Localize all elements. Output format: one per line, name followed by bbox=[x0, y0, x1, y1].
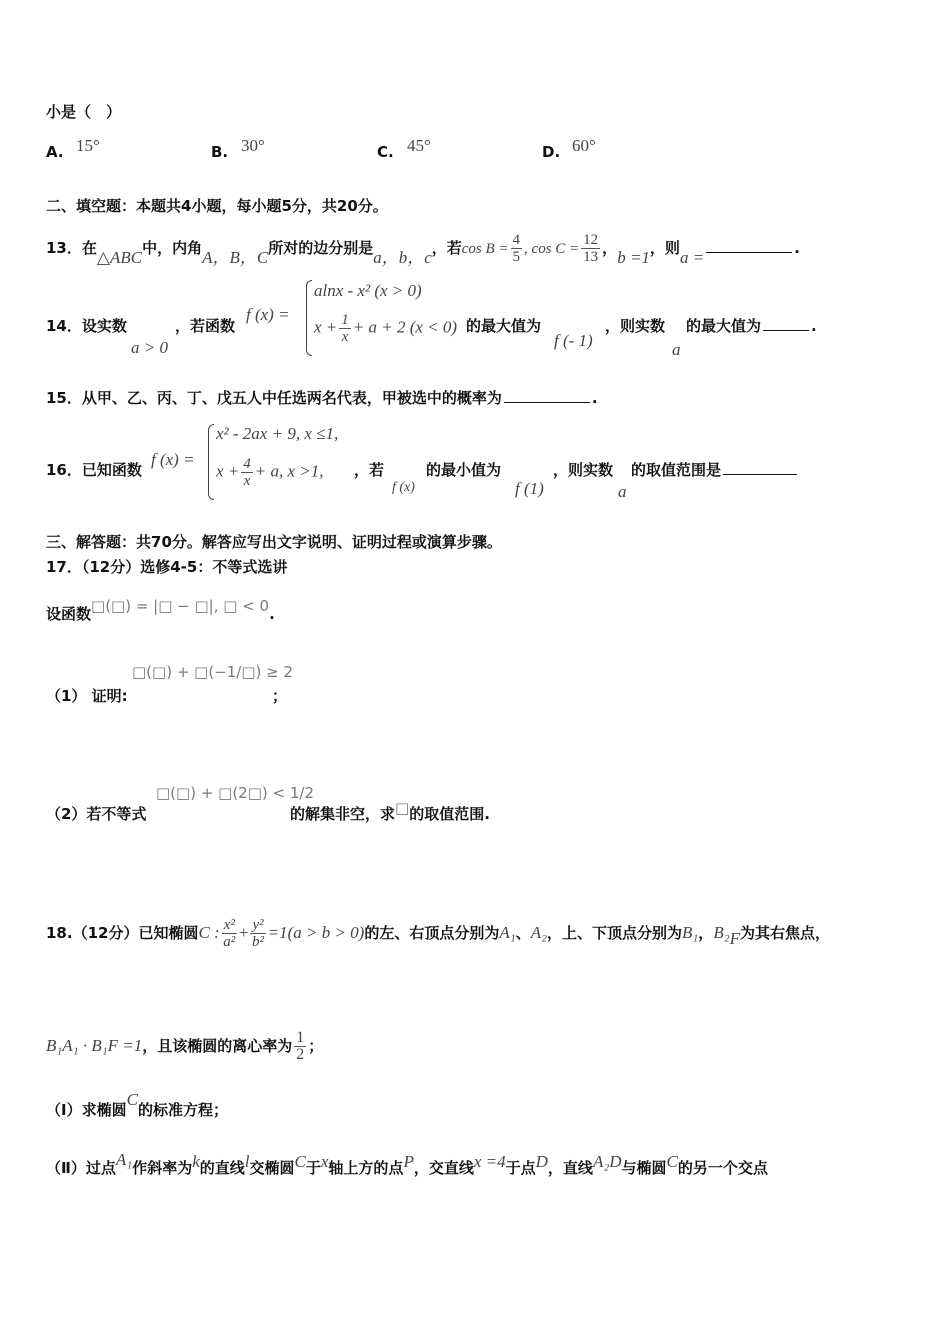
option-b bbox=[211, 136, 265, 162]
text-q16-t1: ，若 bbox=[354, 461, 385, 479]
text-q18_2-t3: 交椭圆 bbox=[249, 1159, 295, 1177]
q17-part-1-formula: □(□) + □(−1/□) ≥ 2 bbox=[132, 663, 294, 681]
q17-definition bbox=[46, 597, 275, 624]
text-q18-C: C : bbox=[198, 923, 220, 942]
q18-part-1 bbox=[46, 1090, 228, 1120]
text-q13-t3: ，若 bbox=[431, 239, 462, 257]
text-q13-b1: b =1 bbox=[617, 248, 650, 267]
text-q17-def_label: 设函数 bbox=[46, 605, 92, 623]
text-q18_2-t6: ，交直线 bbox=[413, 1159, 474, 1177]
question-13 bbox=[46, 232, 800, 265]
q14-case-1: alnx - x² (x > 0) bbox=[314, 281, 422, 300]
text-q17-def_end: . bbox=[269, 605, 275, 623]
q18-condition bbox=[46, 1030, 323, 1063]
text-q18_2-t8: ，直线 bbox=[547, 1159, 593, 1177]
text-q14-case2a: x + bbox=[314, 317, 338, 337]
option-letter: C. bbox=[377, 143, 394, 161]
text-q16-f1: f (1) bbox=[515, 479, 544, 498]
text-q13-num: 13．在 bbox=[46, 239, 97, 257]
text-q15-text: 15．从甲、乙、丙、丁、戊五人中任选两名代表，甲被选中的概率为 bbox=[46, 389, 502, 407]
text-q16-t4: 的取值范围是 bbox=[631, 461, 722, 479]
text-q13-t4: ， bbox=[602, 239, 618, 257]
text-q18_2-t2: 的直线 bbox=[199, 1159, 245, 1177]
text-q18-eq: =1(a > b > 0) bbox=[267, 923, 365, 942]
option-value: 30° bbox=[241, 136, 265, 155]
answer-blank[interactable] bbox=[763, 329, 809, 331]
answer-blank[interactable] bbox=[504, 401, 590, 403]
text-q18_2-t10: 的另一个交点 bbox=[677, 1159, 768, 1177]
text-q18-t5: ； bbox=[308, 1037, 324, 1055]
text-q17-p2_end: 的取值范围. bbox=[409, 805, 490, 823]
option-c bbox=[377, 136, 431, 162]
text-q18-A1: A₁ bbox=[499, 923, 516, 942]
option-a bbox=[46, 136, 100, 162]
q17-part-2 bbox=[46, 804, 146, 824]
text-q18_1-tail: 的标准方程； bbox=[137, 1101, 228, 1119]
q17-part-2-formula: □(□) + □(2□) < 1/2 bbox=[156, 784, 314, 802]
text-q14-xden: x bbox=[341, 329, 349, 345]
text-q13-d13: 13 bbox=[583, 249, 599, 265]
question-14-lead: 14．设实数 bbox=[46, 317, 127, 335]
text-q14-case2b: + a + 2 (x < 0) bbox=[352, 317, 458, 337]
text-q18-t4: ，且该椭圆的离心率为 bbox=[142, 1037, 293, 1055]
text-q16-t2: 的最小值为 bbox=[426, 461, 502, 479]
option-d bbox=[542, 136, 596, 162]
text-q17-p2_box: □ bbox=[395, 799, 410, 817]
text-q18_2-x4: x =4 bbox=[473, 1152, 506, 1171]
text-q16-four: 4 bbox=[243, 456, 251, 472]
text-q18_2-l: l bbox=[244, 1152, 250, 1171]
question-16-lead: 16．已知函数 bbox=[46, 461, 142, 479]
text-q18_2-C2: C bbox=[666, 1152, 678, 1171]
text-q18_1-C: C bbox=[126, 1090, 138, 1109]
q14-a-condition: a > 0 bbox=[131, 338, 168, 357]
q14-fx: f (x) = bbox=[246, 305, 290, 324]
piecewise-brace bbox=[208, 424, 214, 500]
text-q18_2-P: P bbox=[403, 1152, 414, 1171]
text-q13-cosC: , cos C = bbox=[524, 241, 580, 257]
option-value: 15° bbox=[76, 136, 100, 155]
text-q18_2-t7: 于点 bbox=[505, 1159, 536, 1177]
text-q18-F: F bbox=[729, 929, 740, 948]
text-q13-n12: 12 bbox=[583, 232, 599, 248]
text-q16-t3: ，则实数 bbox=[553, 461, 614, 479]
question-18: 18.（12分）已知椭圆C : $\frac{\text{x²}}{\text{a²}}$ + $\frac{\text{y²}}{\text{b²}}$ =1(a > b > 0)的左、右顶点分别为A₁、A₂，上、下顶点分别为B₁，B₂F为其右焦点， bbox=[46, 917, 831, 950]
text-q18-t2: ，上、下顶点分别为 bbox=[546, 924, 682, 942]
fraction-4-5 bbox=[511, 232, 523, 265]
text-q13-a: a = bbox=[679, 248, 705, 267]
text-q13-end: . bbox=[794, 239, 800, 257]
text-q16-fx2: f (x) bbox=[392, 480, 415, 495]
q16-case-1: x² - 2ax + 9, x ≤1, bbox=[216, 424, 339, 443]
text-q13-n4: 4 bbox=[512, 232, 521, 248]
option-letter: D. bbox=[542, 143, 561, 161]
q16-case-2 bbox=[216, 456, 324, 489]
text-q18_1-label: （Ⅰ）求椭圆 bbox=[46, 1101, 127, 1119]
text-q13-cosB: cos B = bbox=[461, 241, 509, 257]
answer-blank[interactable] bbox=[706, 251, 792, 253]
piecewise-brace bbox=[306, 280, 312, 356]
q17-title: 17．（12分）选修4-5：不等式选讲 bbox=[46, 558, 288, 576]
text-q18-comma: ， bbox=[698, 924, 714, 942]
option-value: 45° bbox=[407, 136, 431, 155]
text-q17-p2_tail: 的解集非空，求 bbox=[290, 805, 396, 823]
triangle-abc: △ABC bbox=[96, 248, 143, 267]
text-q18_2-t9: 与椭圆 bbox=[621, 1159, 667, 1177]
text-q13-abc: A，B，C bbox=[202, 248, 269, 267]
text-q18_2-t5: 轴上方的点 bbox=[328, 1159, 404, 1177]
section-2-heading: 二、填空题：本题共4小题，每小题5分，共20分。 bbox=[46, 197, 388, 215]
dot-product: B₁A₁ · B₁F =1 bbox=[46, 1036, 143, 1055]
text-q14-t4: 的最大值为 bbox=[686, 317, 762, 335]
text-q18-half_n: 1 bbox=[296, 1029, 305, 1046]
fraction-12-13 bbox=[581, 232, 600, 265]
text-q18_2-D: D bbox=[535, 1152, 548, 1171]
text-q16-case2a: x + bbox=[216, 461, 240, 481]
text-q18-x2: x² bbox=[223, 917, 235, 933]
text-q14-a: a bbox=[672, 340, 681, 359]
text-q16-case2b: + a, x >1, bbox=[254, 461, 324, 481]
text-q18_2-label: （Ⅱ）过点 bbox=[46, 1159, 116, 1177]
q17-def-formula: □(□) = |□ − □|, □ < 0 bbox=[91, 597, 270, 615]
q14-case-2 bbox=[314, 312, 457, 345]
text-q18-sep: 、 bbox=[515, 924, 531, 942]
text-q18-B1: B₁ bbox=[682, 923, 699, 942]
q12-tail: 小是（ ） bbox=[46, 103, 122, 121]
text-q18-half_d: 2 bbox=[296, 1046, 305, 1063]
text-q18-B2: B₂ bbox=[713, 923, 730, 942]
text-q14-t3: ，则实数 bbox=[605, 317, 666, 335]
option-letter: A. bbox=[46, 143, 64, 161]
text-q13-t2: 所对的边分别是 bbox=[268, 239, 374, 257]
option-letter: B. bbox=[211, 143, 229, 161]
text-q13-sides: a，b，c bbox=[373, 248, 432, 267]
text-q18_2-A2D: A₂D bbox=[592, 1152, 622, 1171]
section-3-heading: 三、解答题：共70分。解答应写出文字说明、证明过程或演算步骤。 bbox=[46, 533, 502, 551]
text-q18-A2: A₂ bbox=[530, 923, 547, 942]
text-q18_2-x: x bbox=[320, 1152, 329, 1171]
text-q14-t1: ，若函数 bbox=[175, 317, 236, 335]
text-q16-xden: x bbox=[243, 473, 251, 489]
q18-part-2 bbox=[46, 1150, 768, 1178]
text-q18-t3: 为其右焦点， bbox=[740, 924, 831, 942]
text-q15-end: . bbox=[591, 389, 598, 407]
text-q14-t2: 的最大值为 bbox=[466, 317, 542, 335]
q17-part-1: （1） 证明: bbox=[46, 687, 128, 705]
q14-f-minus-1: f (- 1) bbox=[554, 331, 593, 350]
q16-fx: f (x) = bbox=[151, 450, 195, 469]
question-15 bbox=[46, 388, 598, 408]
text-q18-b2: b² bbox=[252, 934, 265, 950]
text-q16-a: a bbox=[618, 482, 627, 501]
text-q18_2-t1: 作斜率为 bbox=[132, 1159, 193, 1177]
text-q18_2-C: C bbox=[294, 1152, 306, 1171]
option-value: 60° bbox=[572, 136, 596, 155]
text-q18-a2: a² bbox=[223, 934, 236, 950]
text-q18-num: 18.（12分）已知椭圆 bbox=[46, 924, 199, 942]
text-q13-t5: ，则 bbox=[649, 239, 680, 257]
text-q13-t1: 中，内角 bbox=[142, 239, 203, 257]
text-q18_2-A1: A₁ bbox=[115, 1150, 133, 1169]
text-q13-d5: 5 bbox=[512, 249, 521, 265]
text-q18-y2: y² bbox=[252, 917, 264, 933]
text-q17-p1_end: ； bbox=[272, 687, 288, 705]
text-q14-one: 1 bbox=[341, 312, 349, 328]
text-q18-t1: 的左、右顶点分别为 bbox=[364, 924, 500, 942]
text-q17-p2_label: （2）若不等式 bbox=[46, 805, 147, 823]
text-q14-end: . bbox=[811, 317, 817, 335]
text-q18_2-k: k bbox=[192, 1152, 200, 1171]
answer-blank[interactable] bbox=[723, 473, 797, 475]
text-q18_2-t4: 于 bbox=[305, 1159, 321, 1177]
